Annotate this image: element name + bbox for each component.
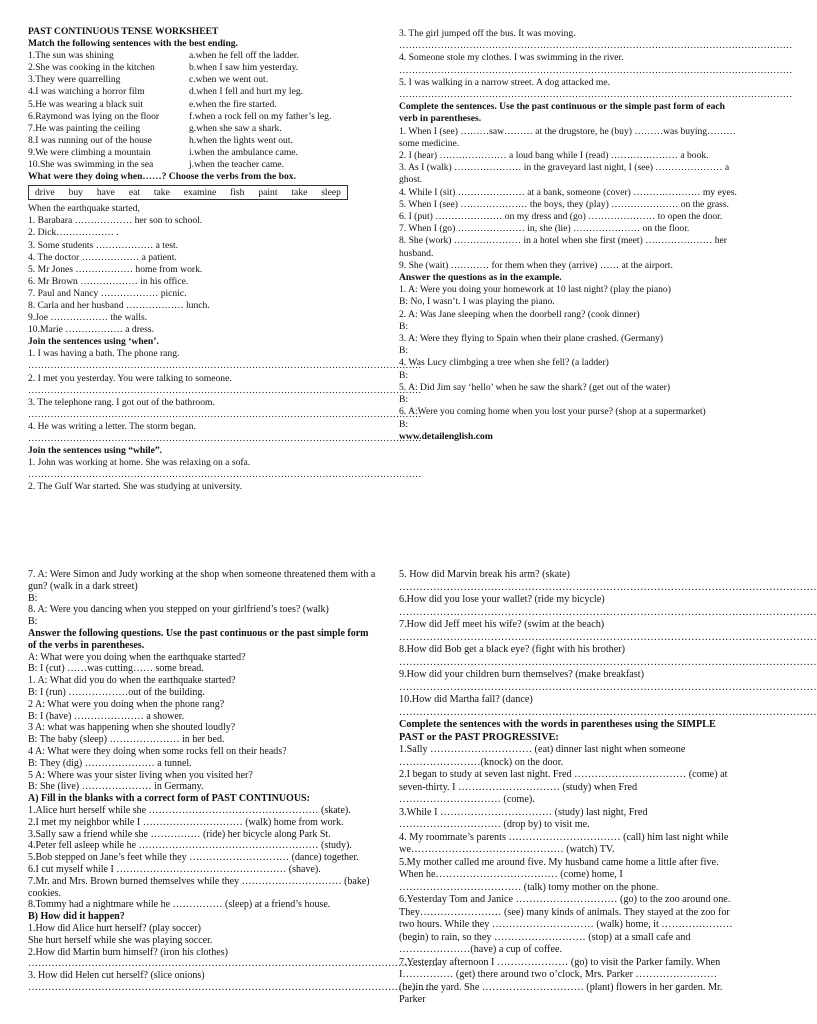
exercise-line: 1. Barabara ……………… her son to school. [28, 215, 203, 227]
exercise-line: 1. John was working at home. She was relaxing on a sofa. [28, 457, 251, 469]
exercise-line: B: I (cut) ……was cutting…… some bread. [28, 663, 204, 675]
exercise-line: 6. A:Were you coming home when you lost your purse? (shop at a supermarket) [399, 406, 706, 418]
exercise-line: 3. A: Were they flying to Spain when their plane crashed. (Germany) [399, 333, 664, 345]
exercise-line: 3.While I …………………………… (study) last night, Fred ………………………… (drop by) to visit me. [399, 806, 648, 830]
exercise-line: 9.Joe ……………… the walls. [28, 312, 148, 324]
match-ending: a.when he fell off the ladder. [189, 50, 299, 62]
worksheet-page2-left-column [28, 569, 438, 1022]
exercise-line: 5. Mr Jones ……………… home from work. [28, 263, 203, 275]
exercise-line: 2. Dick……………… . [28, 227, 119, 239]
exercise-line: 4. Was Lucy climbging a tree when she fell? (a ladder) [399, 357, 609, 369]
exercise-line: 10.Marie ……………… a dress. [28, 324, 155, 336]
answer-dotted-line: …………………………………………………………………………………………………………… [399, 631, 817, 643]
verb-word: drive [35, 187, 55, 199]
match-row [28, 50, 374, 62]
exercise-line: A: What were you doing when the earthquake started? [28, 651, 246, 663]
exercise-line: She hurt herself while she was playing soccer. [28, 934, 213, 946]
exercise-line: 5.My mother called me around five. My husband came home a little after five. When he……………………………… (come) home, I ……………………………… (talk) tomy mother on the phone. [399, 856, 719, 893]
match-row [28, 111, 374, 123]
verb-word: paint [258, 187, 278, 199]
match-sentence: 8.I was running out of the house [28, 134, 152, 146]
answer-dotted-line: …………………………………………………………………………………………………………… [28, 981, 438, 993]
answer-dotted-line: …………………………………………………………………………………………………………… [28, 384, 422, 396]
verb-box [28, 185, 348, 200]
exercise-line: 2.I began to study at seven last night. Fred …………………………… (come) at seven-thirty. I ………………………… (study) when Fred ………………………… (come). [399, 769, 728, 805]
match-sentence: 10.She was swimming in the sea [28, 159, 154, 171]
verb-word: buy [68, 187, 83, 199]
exercise-line: 4 A: What were they doing when some rocks fell on their heads? [28, 745, 287, 757]
verb-word: examine [183, 187, 217, 199]
exercise-line: 6.Yesterday Tom and Janice ………………………… (go) to the zoo around one. They…………………… (see) many kinds of animals. They stayed at the zoo for two hours. While they ………………………… (walk) home, it ………………… (begin) to rain, so they ……………………… (stop) at a small cafe and …………………(have) a cup of coffee. [399, 894, 733, 955]
exercise-line: B: [28, 592, 38, 604]
verb-word: fish [230, 187, 245, 199]
exercise-line: 6. I (put) ………………… on my dress and (go) ………………… to open the door. [399, 211, 723, 223]
match-ending: b.when I saw him yesterday. [189, 62, 299, 74]
exercise-line: 4. The doctor ……………… a patient. [28, 251, 177, 263]
match-row [28, 62, 374, 74]
match-ending: d.when I fell and hurt my leg. [189, 86, 304, 98]
exercise-line: B: [399, 394, 409, 406]
answer-dotted-line: …………………………………………………………………………………………………………… [28, 958, 438, 970]
exercise-line: 3.Sally saw a friend while she …………… (ride) her bicycle along Park St. [28, 828, 331, 840]
exercise-line: 7. Paul and Nancy ……………… picnic. [28, 287, 187, 299]
match-row [28, 86, 374, 98]
exercise-line: B: [399, 369, 409, 381]
verb-word: sleep [321, 187, 341, 199]
exercise-line: 2. The Gulf War started. She was studying at university. [28, 481, 243, 493]
exercise-line: 7. A: Were Simon and Judy working at the shop when someone threatened them with a gun? (walk in a dark street) [28, 569, 376, 592]
match-sentence: 2.She was cooking in the kitchen [28, 62, 155, 74]
verb-word: take [153, 187, 170, 199]
answer-dotted-line: …………………………………………………………………………………………………………… [399, 89, 793, 101]
verb-word: have [96, 187, 115, 199]
exercise-line: B: [399, 418, 409, 430]
answer-dotted-line: …………………………………………………………………………………………………………… [399, 681, 817, 693]
exercise-line: 10.How did Martha fall? (dance) [399, 694, 533, 705]
section-heading: Answer the questions as in the example. [399, 272, 562, 284]
verb-word: eat [128, 187, 140, 199]
exercise-line: 8. A: Were you dancing when you stepped on your girlfriend’s toes? (walk) [28, 604, 329, 616]
match-ending: e.when the fire started. [189, 98, 277, 110]
match-sentence: 5.He was wearing a black suit [28, 98, 144, 110]
answer-dotted-line: …………………………………………………………………………………………………………… [28, 469, 422, 481]
exercise-line: 3. The girl jumped off the bus. It was moving. [399, 28, 576, 39]
exercise-line: 8.How did Bob get a black eye? (fight with his brother) [399, 644, 626, 655]
worksheet-page1-right-column [399, 28, 793, 510]
exercise-line: 5. I was walking in a narrow street. A dog attacked me. [399, 76, 611, 88]
exercise-line: 5. How did Marvin break his arm? (skate) [399, 569, 570, 580]
answer-dotted-line: …………………………………………………………………………………………………………… [399, 706, 817, 718]
exercise-line: 5.Bob stepped on Jane’s feet while they ………………………… (dance) together. [28, 852, 359, 864]
exercise-line: B: She (live) ………………… in Germany. [28, 781, 204, 793]
section-heading: Complete the sentences with the words in parentheses using the SIMPLE PAST or the PAST PROGRESSIVE: [399, 719, 716, 743]
exercise-line: 1.Sally ………………………… (eat) dinner last night when someone ……………………(knock) on the door. [399, 744, 686, 768]
exercise-line: B: [28, 616, 38, 628]
match-row [28, 159, 374, 171]
exercise-line: 3. As I (walk) ………………… in the graveyard last night, I (see) ………………… a ghost. [399, 162, 730, 186]
match-sentence: 3.They were quarrelling [28, 74, 121, 86]
exercise-line: 1. A: What did you do when the earthquake started? [28, 675, 236, 687]
exercise-line: 4. Someone stole my clothes. I was swimming in the river. [399, 52, 624, 64]
section-heading: Join the sentences using “while”. [28, 445, 163, 457]
worksheet-page1-left-column [28, 26, 422, 518]
answer-dotted-line: …………………………………………………………………………………………………………… [28, 433, 422, 444]
exercise-line: 5. When I (see) ………………… the boys, they (play) ………………… on the grass. [399, 198, 729, 210]
match-ending: h.when the lights went out. [189, 134, 293, 146]
exercise-line: 9. She (wait) ………… for them when they (arrive) …… at the airport. [399, 259, 673, 271]
exercise-line: 7.Mr. and Mrs. Brown burned themselves while they ………………………… (bake) cookies. [28, 875, 370, 899]
exercise-line: 1. When I (see) ………saw……… at the drugstore, he (buy) ………was buying………some medicine. [399, 125, 736, 149]
exercise-line: B: The baby (sleep) ………………… in her bed. [28, 734, 225, 746]
match-ending: c.when we went out. [189, 74, 269, 86]
match-row [28, 135, 374, 147]
answer-dotted-line: …………………………………………………………………………………………………………… [28, 408, 422, 420]
exercise-line: 1. A: Were you doing your homework at 10 last night? (play the piano) [399, 284, 671, 296]
exercise-line: 6. Mr Brown ……………… in his office. [28, 275, 189, 287]
exercise-line: 1.How did Alice hurt herself? (play soccer) [28, 922, 201, 934]
verb-word: take [291, 187, 308, 199]
exercise-line: B: I (run) ………………out of the building. [28, 686, 205, 698]
exercise-line: 2. I met you yesterday. You were talking to someone. [28, 372, 232, 384]
exercise-line: B: [399, 345, 409, 357]
exercise-line: B: I (have) ………………… a shower. [28, 710, 185, 722]
match-ending: g.when she saw a shark. [189, 122, 282, 134]
exercise-line: 9.How did your children burn themselves? (make breakfast) [399, 669, 644, 680]
exercise-line: 1. I was having a bath. The phone rang. [28, 348, 180, 360]
exercise-line: 4. He was writing a letter. The storm began. [28, 420, 196, 432]
exercise-line: B: They (dig) ………………… a tunnel. [28, 757, 192, 769]
exercise-line: 3. The telephone rang. I got out of the bathroom. [28, 396, 215, 408]
section-heading: What were they doing when……? Choose the verbs from the box. [28, 171, 296, 183]
exercise-line: 5 A: Where was your sister living when you visited her? [28, 769, 253, 781]
answer-dotted-line: …………………………………………………………………………………………………………… [399, 606, 817, 618]
exercise-line: B: [399, 320, 409, 332]
answer-dotted-line: …………………………………………………………………………………………………………… [28, 360, 422, 372]
section-heading: Answer the following questions. Use the past continuous or the past simple form of the verbs in parentheses. [28, 627, 369, 651]
exercise-line: 7.Yesterday afternoon I ………………… (go) to visit the Parker family. When I…………… (get) there around two o’clock, Mrs. Parker …………………… (be)in the yard. She ………………………… (plant) flowers in her garden. Mr. Parker [399, 956, 723, 1005]
match-ending: j.when the teacher came. [189, 159, 285, 171]
exercise-line: 3. How did Helen cut herself? (slice onions) [28, 970, 205, 982]
section-heading: Complete the sentences. Use the past continuous or the simple past form of each verb in parentheses. [399, 101, 725, 125]
match-row [28, 123, 374, 135]
answer-dotted-line: …………………………………………………………………………………………………………… [399, 581, 817, 593]
exercise-line: 4.Peter fell asleep while he ……………………………………………… (study). [28, 840, 352, 852]
section-heading: A) Fill in the blanks with a correct form of PAST CONTINUOUS: [28, 793, 310, 805]
exercise-line: 2. A: Was Jane sleeping when the doorbell rang? (cook dinner) [399, 308, 640, 320]
exercise-line: 2 A: What were you doing when the phone rang? [28, 698, 225, 710]
exercise-line: 2.How did Martin burn himself? (iron his clothes) [28, 946, 228, 958]
exercise-line: 8. She (work) ………………… in a hotel when she first (meet) ………………… her husband. [399, 235, 727, 259]
exercise-line: 1.Alice hurt herself while she …………………………………………… (skate). [28, 804, 351, 816]
match-sentence: 1.The sun was shining [28, 50, 114, 62]
match-sentence: 9.We were climbing a mountain [28, 146, 151, 158]
exercise-line: 7.How did Jeff meet his wife? (swim at the beach) [399, 619, 605, 630]
answer-dotted-line: …………………………………………………………………………………………………………… [399, 64, 793, 76]
answer-dotted-line: …………………………………………………………………………………………………………… [399, 40, 793, 52]
exercise-line: When the earthquake started, [28, 203, 140, 215]
answer-dotted-line: …………………………………………………………………………………………………………… [399, 656, 817, 668]
section-heading: Join the sentences using ‘when’. [28, 336, 159, 348]
exercise-line: 4. While I (sit) ………………… at a bank, someone (cover) ………………… my eyes. [399, 186, 737, 198]
exercise-line: 5. A: Did Jim say ‘hello’ when he saw the shark? (get out of the water) [399, 381, 671, 393]
exercise-line: 6.How did you lose your wallet? (ride my bicycle) [399, 594, 605, 605]
section-heading: Match the following sentences with the best ending. [28, 38, 238, 50]
match-row [28, 147, 374, 159]
exercise-line: 6.I cut myself while I …………………………………………… (shave). [28, 863, 321, 875]
match-row [28, 74, 374, 86]
match-ending: i.when the ambulance came. [189, 146, 298, 158]
exercise-line: 8. Carla and her husband ……………… lunch. [28, 299, 210, 311]
exercise-line: 3 A: what was happening when she shouted loudly? [28, 722, 236, 734]
match-sentence: 4.I was watching a horror film [28, 86, 145, 98]
exercise-line: 4. My roommate’s parents …………………………… (call) him last night while we……………………………………… (watch) TV. [399, 831, 729, 855]
section-heading: PAST CONTINUOUS TENSE WORKSHEET [28, 26, 219, 37]
worksheet-page2-right-column [399, 569, 817, 1024]
match-sentence: 6.Raymond was lying on the floor [28, 110, 160, 122]
website-footer: www.detailenglish.com [399, 430, 493, 442]
exercise-line: 8.Tommy had a nightmare while he …………… (sleep) at a friend’s house. [28, 899, 331, 911]
section-heading: B) How did it happen? [28, 911, 125, 923]
match-ending: f.when a rock fell on my father’s leg. [189, 110, 332, 122]
match-row [28, 99, 374, 111]
exercise-line: 2. I (hear) ………………… a loud bang while I (read) ………………… a book. [399, 150, 709, 162]
exercise-line: 2.I met my neighbor while I ………………………… (walk) home from work. [28, 816, 344, 828]
exercise-line: 7. When I (go) ………………… in, she (lie) ………………… on the floor. [399, 223, 690, 235]
match-sentence: 7.He was painting the ceiling [28, 122, 141, 134]
exercise-line: 3. Some students ……………… a test. [28, 239, 179, 251]
exercise-line: B: No, I wasn’t. I was playing the piano. [399, 296, 555, 308]
